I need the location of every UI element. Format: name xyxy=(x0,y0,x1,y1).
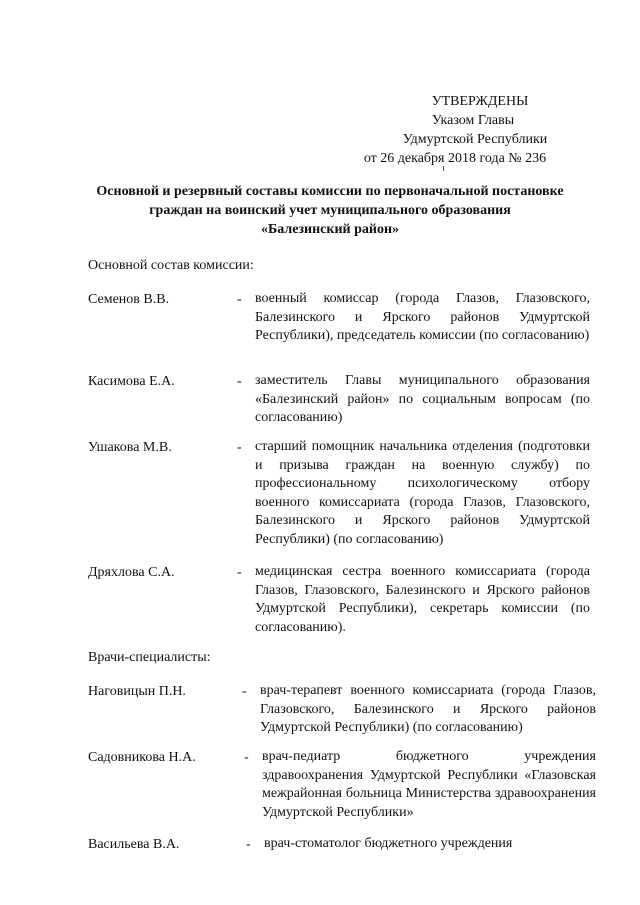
member-role: врач-педиатр бюджетного учреждения здравоохранения Удмуртской Республики «Глазовская межрайонная больница Министерства здравоохранения Удмуртской Республики» xyxy=(262,749,596,820)
section-main-composition: Основной состав комиссии: xyxy=(88,258,254,273)
member-name: Семенов В.В. xyxy=(88,292,170,307)
member-dash: - xyxy=(244,750,249,765)
member-role: медицинская сестра военного комиссариата (города Глазов, Глазовского, Балезинского и Ярского районов Удмуртской Республики), секретарь комиссии (по согласованию). xyxy=(255,564,590,635)
member-role: врач-терапевт военного комиссариата (города Глазов, Глазовского, Балезинского и Ярского районов Удмуртской Республики) (по согласованию) xyxy=(260,683,596,735)
scan-mark xyxy=(443,166,444,171)
member-role: врач-стоматолог бюджетного учреждения xyxy=(264,836,513,851)
member-role: военный комиссар (города Глазов, Глазовского, Балезинского и Ярского районов Удмуртской Республики), председатель комиссии (по согласованию) xyxy=(255,291,590,343)
member-name: Васильева В.А. xyxy=(88,837,180,852)
title-line-2: граждан на воинский учет муниципального образования xyxy=(149,203,511,218)
member-role: заместитель Главы муниципального образования «Балезинский район» по социальным вопросам (по согласованию) xyxy=(255,373,590,425)
member-dash: - xyxy=(237,292,242,307)
member-dash: - xyxy=(237,374,242,389)
section-doctors: Врачи-специалисты: xyxy=(88,650,211,665)
document-title xyxy=(80,182,580,239)
member-dash: - xyxy=(242,684,247,699)
member-name: Ушакова М.В. xyxy=(88,440,172,455)
member-dash: - xyxy=(237,440,242,455)
approval-stamp xyxy=(340,92,570,168)
approval-authority: Удмуртской Республики xyxy=(402,132,548,147)
member-name: Наговицын П.Н. xyxy=(88,684,186,699)
title-line-3: «Балезинский район» xyxy=(260,222,400,237)
approval-date: от 26 декабря 2018 года № 236 xyxy=(363,151,547,166)
member-name: Садовникова Н.А. xyxy=(88,750,196,765)
member-role: старший помощник начальника отделения (подготовки и призыва граждан на военную службу) по профессиональному психологическому отбору военного комиссариата (города Глазов, Глазовского, Балезинского и Ярского районов Удмуртской Республики) (по согласованию) xyxy=(255,439,590,547)
member-dash: - xyxy=(237,565,242,580)
member-name: Касимова Е.А. xyxy=(88,374,175,389)
title-line-1: Основной и резервный составы комиссии по первоначальной постановке xyxy=(96,184,564,199)
member-dash: - xyxy=(246,837,251,852)
approval-heading: УТВЕРЖДЕНЫ xyxy=(431,94,529,109)
approval-decree: Указом Главы xyxy=(431,113,515,128)
member-name: Дряхлова С.А. xyxy=(88,565,175,580)
